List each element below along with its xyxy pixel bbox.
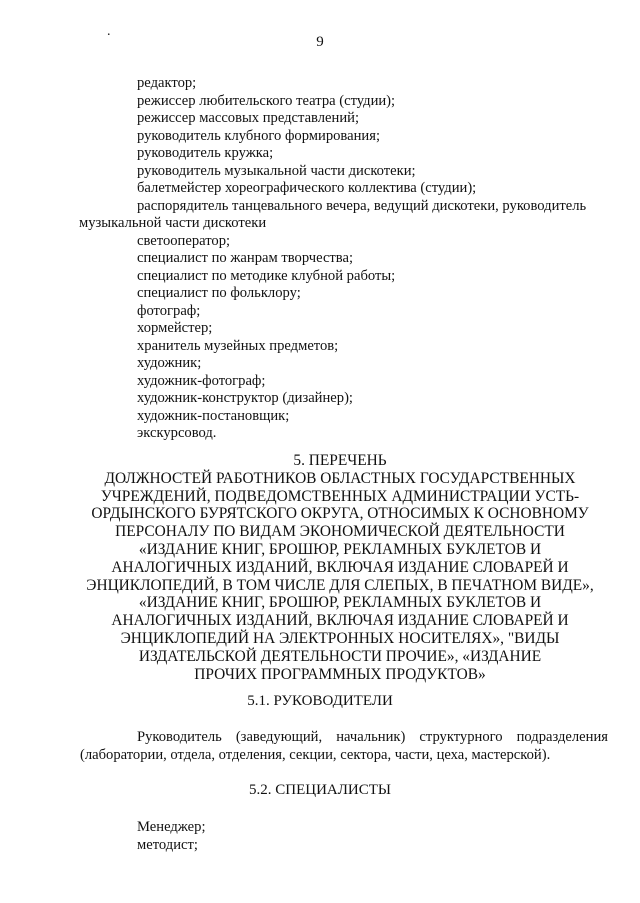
list-item: экскурсовод. <box>137 425 217 441</box>
title-line: ПЕРСОНАЛУ ПО ВИДАМ ЭКОНОМИЧЕСКОЙ ДЕЯТЕЛЬНОСТИ <box>115 523 565 541</box>
title-line: АНАЛОГИЧНЫХ ИЗДАНИЙ, ВКЛЮЧАЯ ИЗДАНИЕ СЛОВАРЕЙ И <box>111 612 569 630</box>
list-item: распорядитель танцевального вечера, ведущий дискотеки, руководитель музыкальной части дискотеки <box>79 197 587 231</box>
title-line: 5. ПЕРЕЧЕНЬ <box>293 452 387 469</box>
title-line: ИЗДАТЕЛЬСКОЙ ДЕЯТЕЛЬНОСТИ ПРОЧИЕ», «ИЗДАНИЕ <box>138 647 542 665</box>
list-item: руководитель кружка; <box>137 145 274 161</box>
list-item: балетмейстер хореографического коллектива (студии); <box>137 180 477 196</box>
title-line: АНАЛОГИЧНЫХ ИЗДАНИЙ, ВКЛЮЧАЯ ИЗДАНИЕ СЛОВАРЕЙ И <box>111 558 569 576</box>
list-item: художник-конструктор (дизайнер); <box>137 390 353 406</box>
list-item: художник; <box>137 355 202 371</box>
title-line: ЭНЦИКЛОПЕДИЙ, В ТОМ ЧИСЛЕ ДЛЯ СЛЕПЫХ, В ПЕЧАТНОМ ВИДЕ», <box>86 576 594 594</box>
list-item: редактор; <box>137 75 197 91</box>
list-item: хормейстер; <box>137 320 213 336</box>
subsection-heading-managers: 5.1. РУКОВОДИТЕЛИ <box>247 693 393 709</box>
list-item: художник-фотограф; <box>137 372 266 389</box>
list-item: Менеджер; <box>137 819 206 835</box>
title-line: ПРОЧИХ ПРОГРАММНЫХ ПРОДУКТОВ» <box>194 665 486 683</box>
title-line: ОРДЫНСКОГО БУРЯТСКОГО ОКРУГА, ОТНОСИМЫХ К ОСНОВНОМУ <box>91 505 589 523</box>
list-item: хранитель музейных предметов; <box>137 337 339 354</box>
list-item: руководитель клубного формирования; <box>137 127 380 144</box>
title-line: «ИЗДАНИЕ КНИГ, БРОШЮР, РЕКЛАМНЫХ БУКЛЕТОВ И <box>138 540 542 558</box>
list-item: специалист по фольклору; <box>137 285 301 301</box>
list-item: светооператор; <box>137 232 231 249</box>
title-line: ЭНЦИКЛОПЕДИЙ НА ЭЛЕКТРОННЫХ НОСИТЕЛЯХ», "ВИДЫ <box>120 629 560 647</box>
positions-list <box>0 75 640 443</box>
list-item: руководитель музыкальной части дискотеки; <box>137 162 416 179</box>
list-item: методист; <box>137 837 198 853</box>
list-item: режиссер любительского театра (студии); <box>137 92 396 109</box>
list-item: специалист по методике клубной работы; <box>137 267 396 284</box>
page-number: 9 <box>316 34 324 50</box>
title-line: ДОЛЖНОСТЕЙ РАБОТНИКОВ ОБЛАСТНЫХ ГОСУДАРСТВЕННЫХ <box>104 469 576 487</box>
list-item: режиссер массовых представлений; <box>137 110 359 126</box>
list-item: специалист по жанрам творчества; <box>137 250 354 266</box>
title-line: УЧРЕЖДЕНИЙ, ПОДВЕДОМСТВЕННЫХ АДМИНИСТРАЦИИ УСТЬ- <box>100 487 580 505</box>
specialists-list <box>0 818 640 854</box>
title-line: «ИЗДАНИЕ КНИГ, БРОШЮР, РЕКЛАМНЫХ БУКЛЕТОВ И <box>138 594 542 612</box>
page-marker: . <box>107 24 111 39</box>
list-item: фотограф; <box>137 302 201 319</box>
list-item: художник-постановщик; <box>137 407 290 424</box>
managers-paragraph: Руководитель (заведующий, начальник) структурного подразделения (лаборатории, отдела, отделения, секции, сектора, части, цеха, мастерской). <box>80 729 608 763</box>
section-title <box>60 452 620 683</box>
subsection-heading-specialists: 5.2. СПЕЦИАЛИСТЫ <box>248 782 391 798</box>
